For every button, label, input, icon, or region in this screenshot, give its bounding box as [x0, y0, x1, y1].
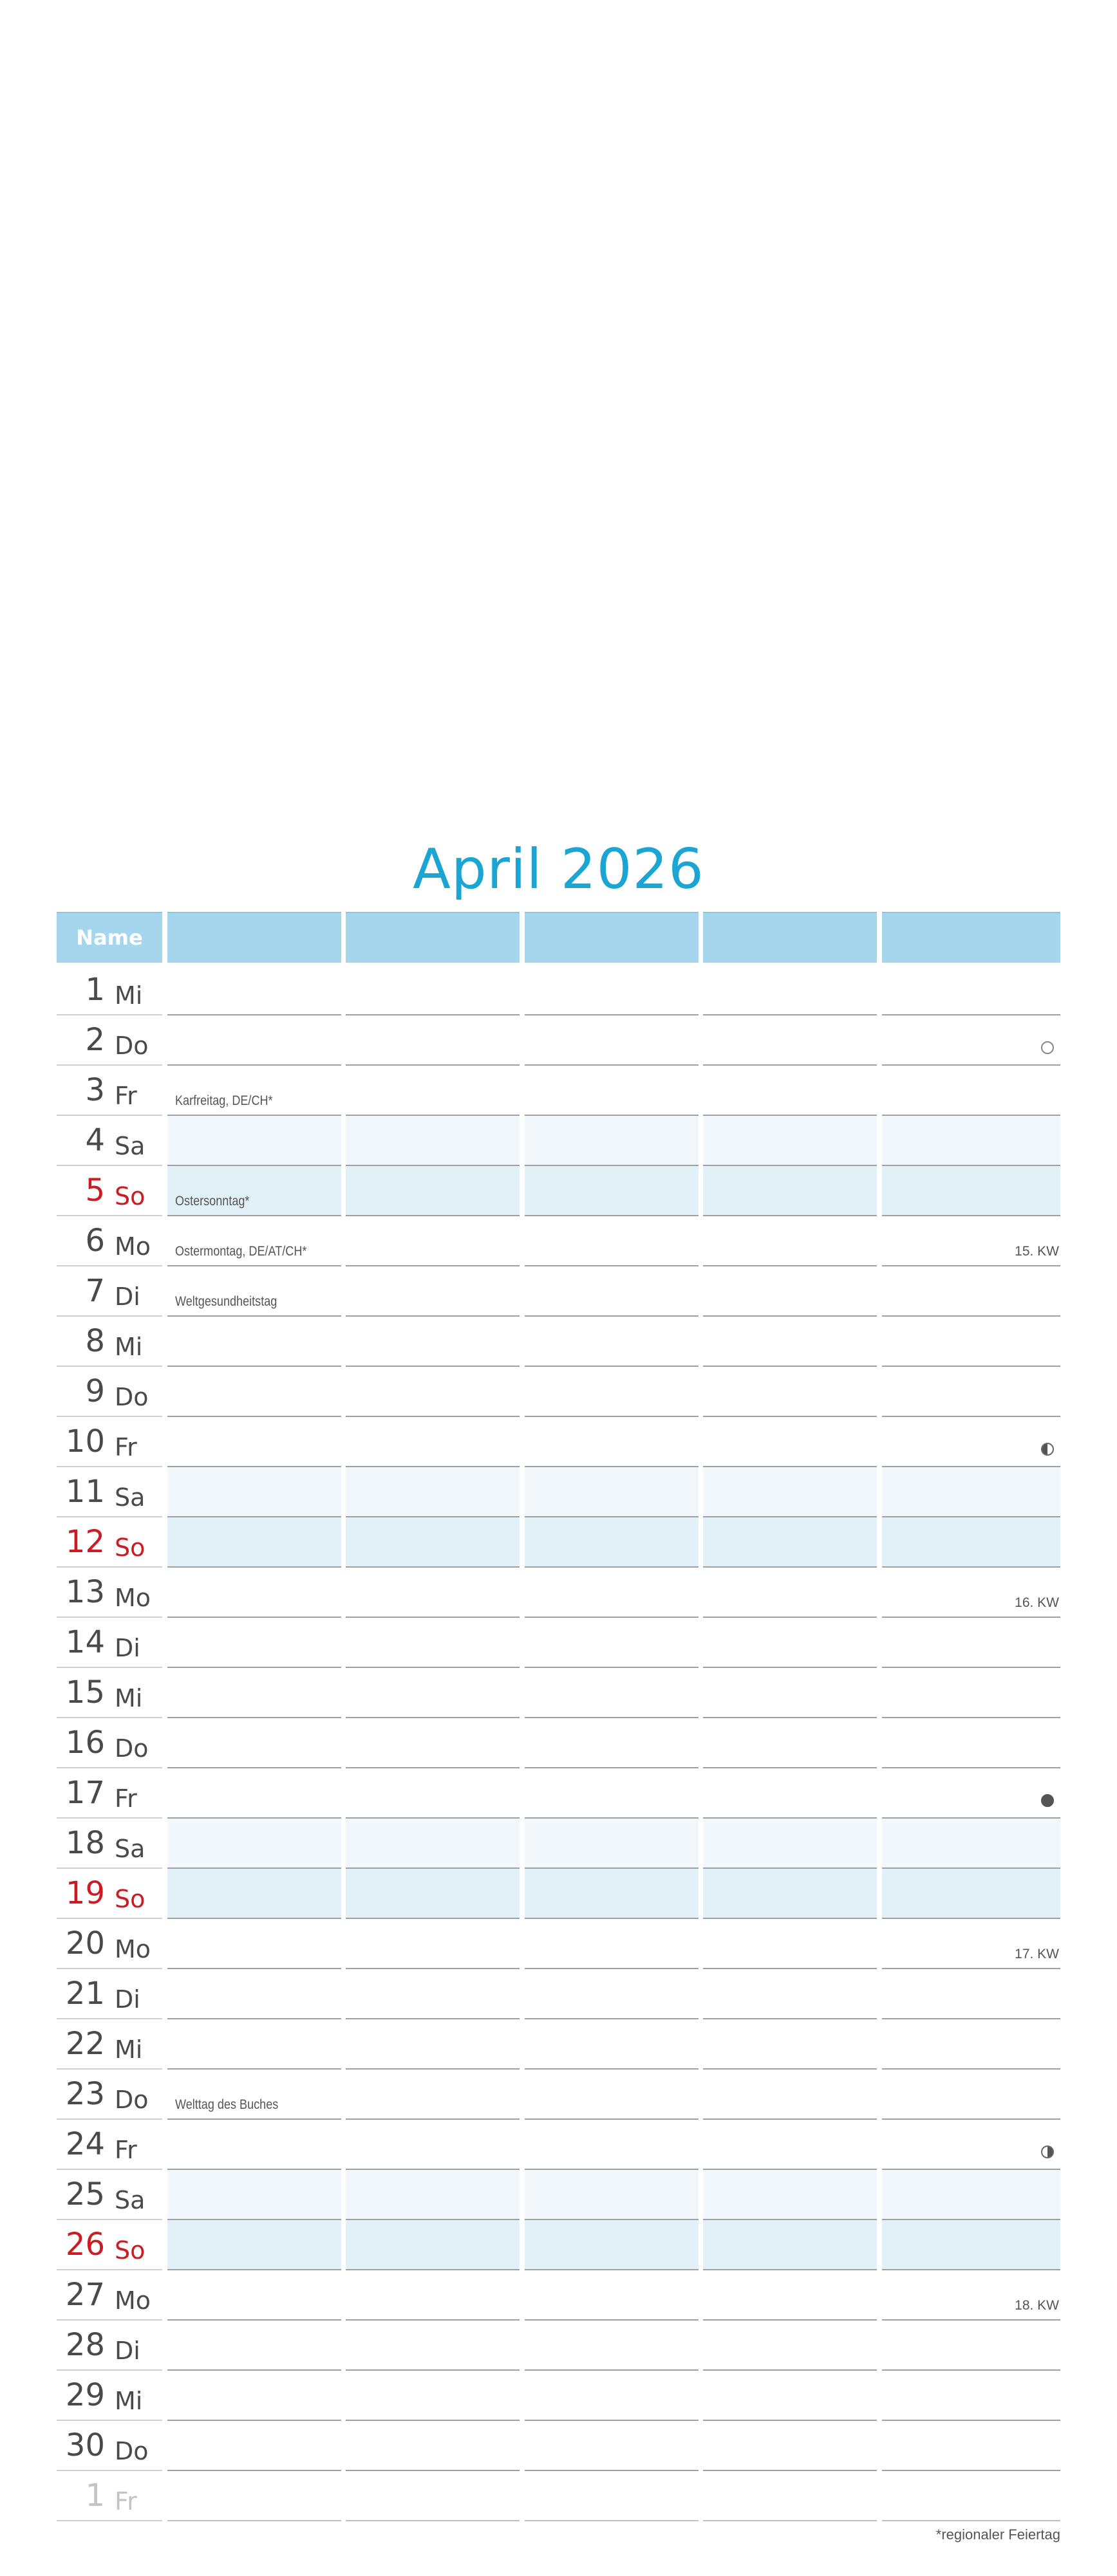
entry-cell[interactable]: [525, 1869, 699, 1919]
entry-cell[interactable]: [525, 1568, 699, 1618]
day-number: 1: [85, 972, 105, 1008]
holiday-label: Weltgesundheitstag: [175, 1294, 277, 1309]
weekday-name: Fr: [115, 1784, 137, 1813]
entry-cell[interactable]: [167, 2471, 341, 2521]
day-row: [0, 1367, 1117, 1417]
entry-cell[interactable]: [346, 1266, 520, 1317]
day-row: [0, 2421, 1117, 2471]
entry-cell[interactable]: [882, 1417, 1060, 1467]
entry-cell[interactable]: [167, 2421, 341, 2471]
day-number: 11: [65, 1474, 105, 1510]
entry-cell[interactable]: [167, 2220, 341, 2270]
day-number: 28: [65, 2327, 105, 2363]
day-row: [0, 2120, 1117, 2170]
weekday-name: Mo: [115, 1584, 151, 1612]
header-column-3[interactable]: [525, 912, 699, 963]
entry-cell[interactable]: [525, 2220, 699, 2270]
entry-cell[interactable]: [882, 965, 1060, 1015]
day-number: 12: [65, 1524, 105, 1560]
entry-cell[interactable]: [525, 1367, 699, 1417]
day-number: 3: [85, 1072, 105, 1108]
entry-cell[interactable]: [167, 1116, 341, 1166]
weekday-name: Di: [115, 1634, 140, 1662]
entry-cell[interactable]: [525, 1317, 699, 1367]
day-row: [0, 1015, 1117, 1066]
entry-cell[interactable]: [703, 1618, 877, 1668]
entry-cell[interactable]: [525, 1969, 699, 2019]
entry-cell[interactable]: [346, 1568, 520, 1618]
entry-cell[interactable]: [346, 1116, 520, 1166]
month-title: April 2026: [413, 837, 704, 902]
entry-cell[interactable]: [525, 1066, 699, 1116]
entry-cell[interactable]: [346, 2471, 520, 2521]
day-number: 26: [65, 2227, 105, 2263]
weekday-name: Fr: [115, 1433, 137, 1461]
holiday-label: Karfreitag, DE/CH*: [175, 1093, 273, 1108]
weekday-name: So: [115, 2236, 145, 2265]
entry-cell[interactable]: [882, 1066, 1060, 1116]
first-quarter-moon-icon: [1041, 2145, 1054, 2158]
weekday-name: Sa: [115, 2186, 145, 2214]
day-row: [0, 1718, 1117, 1768]
day-number: 21: [65, 1976, 105, 2012]
entry-cell[interactable]: [346, 2270, 520, 2321]
entry-cell[interactable]: [882, 2421, 1060, 2471]
entry-cell[interactable]: [167, 1317, 341, 1367]
entry-cell[interactable]: [346, 1819, 520, 1869]
entry-cell[interactable]: [525, 2019, 699, 2070]
entry-cell[interactable]: [703, 2170, 877, 2220]
day-row: [0, 1568, 1117, 1618]
weekday-name: Fr: [115, 2136, 137, 2164]
day-row: [0, 1317, 1117, 1367]
day-row: [0, 1969, 1117, 2019]
weekday-name: So: [115, 1885, 145, 1913]
entry-cell[interactable]: [525, 1417, 699, 1467]
entry-cell[interactable]: [525, 965, 699, 1015]
entry-cell[interactable]: [525, 2270, 699, 2321]
week-number: 16. KW: [1015, 1595, 1059, 1610]
entry-cell[interactable]: [882, 1969, 1060, 2019]
header-column-1[interactable]: [167, 912, 341, 963]
entry-cell[interactable]: [882, 2371, 1060, 2421]
day-row: [0, 1166, 1117, 1216]
entry-cell[interactable]: [525, 2421, 699, 2471]
weekday-name: Do: [115, 1734, 149, 1763]
entry-cell[interactable]: [882, 1166, 1060, 1216]
entry-cell[interactable]: [703, 1317, 877, 1367]
day-row: [0, 1668, 1117, 1718]
entry-cell[interactable]: [525, 2371, 699, 2421]
entry-cell[interactable]: [346, 2070, 520, 2120]
day-number: 20: [65, 1925, 105, 1961]
day-row: [0, 965, 1117, 1015]
day-number: 1: [85, 2478, 105, 2514]
day-number: 10: [65, 1423, 105, 1459]
day-row: [0, 2371, 1117, 2421]
week-number: 15. KW: [1015, 1244, 1059, 1259]
entry-cell[interactable]: [703, 1367, 877, 1417]
entry-cell[interactable]: [882, 1467, 1060, 1517]
entry-cell[interactable]: [525, 2070, 699, 2120]
entry-cell[interactable]: [703, 2270, 877, 2321]
day-row: [0, 2321, 1117, 2371]
entry-cell[interactable]: [703, 2120, 877, 2170]
entry-cell[interactable]: [882, 1517, 1060, 1568]
entry-cell[interactable]: [167, 1015, 341, 1066]
entry-cell[interactable]: [167, 1618, 341, 1668]
entry-cell[interactable]: [167, 1568, 341, 1618]
header-column-5[interactable]: [882, 912, 1060, 963]
entry-cell[interactable]: [525, 1517, 699, 1568]
entry-cell[interactable]: [346, 1618, 520, 1668]
holiday-label: Ostermontag, DE/AT/CH*: [175, 1244, 307, 1259]
weekday-name: Do: [115, 1383, 149, 1411]
entry-cell[interactable]: [346, 2421, 520, 2471]
entry-cell[interactable]: [882, 2120, 1060, 2170]
entry-cell[interactable]: [167, 2321, 341, 2371]
entry-cell[interactable]: [525, 1618, 699, 1668]
header-column-2[interactable]: [346, 912, 520, 963]
entry-cell[interactable]: [703, 2070, 877, 2120]
entry-cell[interactable]: [882, 2170, 1060, 2220]
entry-cell[interactable]: [167, 1819, 341, 1869]
weekday-name: Mi: [115, 1333, 143, 1361]
day-number: 25: [65, 2176, 105, 2212]
entry-cell[interactable]: [882, 1668, 1060, 1718]
full-moon-icon: [1041, 1041, 1054, 1054]
entry-cell[interactable]: [346, 1417, 520, 1467]
day-number: 22: [65, 2026, 105, 2062]
day-row: [0, 2471, 1117, 2521]
day-row: [0, 1116, 1117, 1166]
day-row: [0, 1768, 1117, 1819]
entry-cell[interactable]: [346, 1517, 520, 1568]
day-number: 7: [85, 1273, 105, 1309]
entry-cell[interactable]: [346, 2371, 520, 2421]
entry-cell[interactable]: [167, 2371, 341, 2421]
day-number: 14: [65, 1624, 105, 1660]
entry-cell[interactable]: [346, 1668, 520, 1718]
entry-cell[interactable]: [346, 2120, 520, 2170]
entry-cell[interactable]: [525, 2471, 699, 2521]
entry-cell[interactable]: [346, 1015, 520, 1066]
entry-cell[interactable]: [525, 1116, 699, 1166]
entry-cell[interactable]: [167, 1768, 341, 1819]
weekday-name: So: [115, 1534, 145, 1562]
entry-cell[interactable]: [703, 1216, 877, 1266]
day-number: 19: [65, 1875, 105, 1911]
week-number: 18. KW: [1015, 2298, 1059, 2313]
entry-cell[interactable]: [346, 1367, 520, 1417]
entry-cell[interactable]: [167, 1668, 341, 1718]
entry-cell[interactable]: [703, 1718, 877, 1768]
weekday-name: Mo: [115, 1232, 151, 1261]
day-row: [0, 1819, 1117, 1869]
entry-cell[interactable]: [703, 2371, 877, 2421]
entry-cell[interactable]: [703, 1467, 877, 1517]
holiday-label: Welttag des Buches: [175, 2097, 279, 2112]
entry-cell[interactable]: [703, 2220, 877, 2270]
weekday-name: Do: [115, 1032, 149, 1060]
entry-cell[interactable]: [346, 1467, 520, 1517]
entry-cell[interactable]: [703, 1668, 877, 1718]
entry-cell[interactable]: [882, 1266, 1060, 1317]
entry-cell[interactable]: [882, 1317, 1060, 1367]
day-number: 18: [65, 1825, 105, 1861]
entry-cell[interactable]: [167, 1869, 341, 1919]
entry-cell[interactable]: [703, 1517, 877, 1568]
day-row: [0, 1517, 1117, 1568]
day-row: [0, 2270, 1117, 2321]
day-number: 9: [85, 1373, 105, 1409]
entry-cell[interactable]: [346, 965, 520, 1015]
entry-cell[interactable]: [882, 1367, 1060, 1417]
entry-cell[interactable]: [703, 1066, 877, 1116]
weekday-name: Fr: [115, 2487, 137, 2516]
weekday-name: Mi: [115, 981, 143, 1010]
entry-cell[interactable]: [346, 1718, 520, 1768]
entry-cell[interactable]: [882, 2070, 1060, 2120]
entry-cell[interactable]: [167, 2170, 341, 2220]
day-number: 5: [85, 1172, 105, 1209]
weekday-name: Sa: [115, 1483, 145, 1512]
entry-cell[interactable]: [167, 1467, 341, 1517]
weekday-name: Mo: [115, 1935, 151, 1963]
day-row: [0, 1417, 1117, 1467]
entry-cell[interactable]: [882, 1768, 1060, 1819]
entry-cell[interactable]: [525, 1015, 699, 1066]
entry-cell[interactable]: [346, 1969, 520, 2019]
entry-cell[interactable]: [525, 1266, 699, 1317]
weekday-name: Di: [115, 2337, 140, 2365]
entry-cell[interactable]: [167, 1919, 341, 1969]
weekday-name: Di: [115, 1985, 140, 2014]
entry-cell[interactable]: [703, 2471, 877, 2521]
entry-cell[interactable]: [703, 1266, 877, 1317]
entry-cell[interactable]: [346, 1166, 520, 1216]
entry-cell[interactable]: [346, 1869, 520, 1919]
entry-cell[interactable]: [882, 2321, 1060, 2371]
entry-cell[interactable]: [525, 2170, 699, 2220]
entry-cell[interactable]: [346, 2019, 520, 2070]
entry-cell[interactable]: [167, 1417, 341, 1467]
day-row: [0, 2070, 1117, 2120]
entry-cell[interactable]: [882, 1819, 1060, 1869]
header-column-4[interactable]: [703, 912, 877, 963]
entry-cell[interactable]: [703, 1869, 877, 1919]
entry-cell[interactable]: [703, 2019, 877, 2070]
day-number: 4: [85, 1122, 105, 1158]
day-number: 2: [85, 1022, 105, 1058]
entry-cell[interactable]: [167, 1517, 341, 1568]
entry-cell[interactable]: [703, 1116, 877, 1166]
entry-cell[interactable]: [167, 1367, 341, 1417]
weekday-name: Mi: [115, 1684, 143, 1712]
day-row: [0, 1467, 1117, 1517]
entry-cell[interactable]: [703, 1819, 877, 1869]
day-row: [0, 2220, 1117, 2270]
day-number: 13: [65, 1574, 105, 1610]
entry-cell[interactable]: [167, 1969, 341, 2019]
day-number: 15: [65, 1674, 105, 1710]
weekday-name: Mi: [115, 2035, 143, 2064]
entry-cell[interactable]: [346, 1066, 520, 1116]
last-quarter-moon-icon: [1041, 1443, 1054, 1456]
entry-cell[interactable]: [525, 1819, 699, 1869]
weekday-name: Sa: [115, 1835, 145, 1863]
day-row: [0, 1618, 1117, 1668]
entry-cell[interactable]: [882, 1869, 1060, 1919]
entry-cell[interactable]: [703, 1166, 877, 1216]
day-row: [0, 1066, 1117, 1116]
entry-cell[interactable]: [346, 2170, 520, 2220]
week-number: 17. KW: [1015, 1947, 1059, 1961]
new-moon-icon: [1041, 1794, 1054, 1807]
day-number: 24: [65, 2126, 105, 2162]
weekday-name: Do: [115, 2437, 149, 2465]
holiday-label: Ostersonntag*: [175, 1194, 250, 1209]
entry-cell[interactable]: [703, 1568, 877, 1618]
entry-cell[interactable]: [703, 2421, 877, 2471]
entry-cell[interactable]: [346, 2321, 520, 2371]
footnote: *regionaler Feiertag: [935, 2526, 1060, 2543]
day-row: [0, 2019, 1117, 2070]
entry-cell[interactable]: [167, 965, 341, 1015]
entry-cell[interactable]: [525, 1216, 699, 1266]
entry-cell[interactable]: [346, 1768, 520, 1819]
entry-cell[interactable]: [703, 2321, 877, 2371]
entry-cell[interactable]: [882, 2019, 1060, 2070]
day-number: 6: [85, 1223, 105, 1259]
day-row: [0, 2170, 1117, 2220]
day-row: [0, 1266, 1117, 1317]
entry-cell[interactable]: [167, 2019, 341, 2070]
weekday-name: Mi: [115, 2387, 143, 2415]
day-row: [0, 1869, 1117, 1919]
entry-cell[interactable]: [525, 1467, 699, 1517]
entry-cell[interactable]: [346, 1919, 520, 1969]
entry-cell[interactable]: [346, 1216, 520, 1266]
day-number: 27: [65, 2277, 105, 2313]
entry-cell[interactable]: [882, 1718, 1060, 1768]
weekday-name: Do: [115, 2086, 149, 2114]
day-number: 16: [65, 1725, 105, 1761]
entry-cell[interactable]: [346, 1317, 520, 1367]
entry-cell[interactable]: [703, 1768, 877, 1819]
day-row: [0, 1216, 1117, 1266]
header-name-cell: Name: [57, 912, 162, 963]
day-row: [0, 1919, 1117, 1969]
weekday-name: Sa: [115, 1132, 145, 1160]
weekday-name: Fr: [115, 1082, 137, 1110]
entry-cell[interactable]: [525, 2321, 699, 2371]
entry-cell[interactable]: [525, 1718, 699, 1768]
entry-cell[interactable]: [882, 1116, 1060, 1166]
day-number: 8: [85, 1323, 105, 1359]
entry-cell[interactable]: [882, 1618, 1060, 1668]
entry-cell[interactable]: [882, 2471, 1060, 2521]
weekday-name: Mo: [115, 2286, 151, 2315]
entry-cell[interactable]: [167, 2120, 341, 2170]
entry-cell[interactable]: [703, 965, 877, 1015]
entry-cell[interactable]: [525, 1768, 699, 1819]
entry-cell[interactable]: [882, 1015, 1060, 1066]
entry-cell[interactable]: [346, 2220, 520, 2270]
entry-cell[interactable]: [525, 1668, 699, 1718]
day-number: 17: [65, 1775, 105, 1811]
day-number: 30: [65, 2427, 105, 2463]
weekday-name: Di: [115, 1283, 140, 1311]
weekday-name: So: [115, 1182, 145, 1210]
day-number: 29: [65, 2377, 105, 2413]
day-number: 23: [65, 2076, 105, 2112]
entry-cell[interactable]: [525, 2120, 699, 2170]
entry-cell[interactable]: [525, 1919, 699, 1969]
entry-cell[interactable]: [167, 2270, 341, 2321]
entry-cell[interactable]: [882, 2220, 1060, 2270]
entry-cell[interactable]: [703, 1417, 877, 1467]
entry-cell[interactable]: [703, 1919, 877, 1969]
entry-cell[interactable]: [525, 1166, 699, 1216]
entry-cell[interactable]: [703, 1015, 877, 1066]
entry-cell[interactable]: [167, 1718, 341, 1768]
entry-cell[interactable]: [703, 1969, 877, 2019]
